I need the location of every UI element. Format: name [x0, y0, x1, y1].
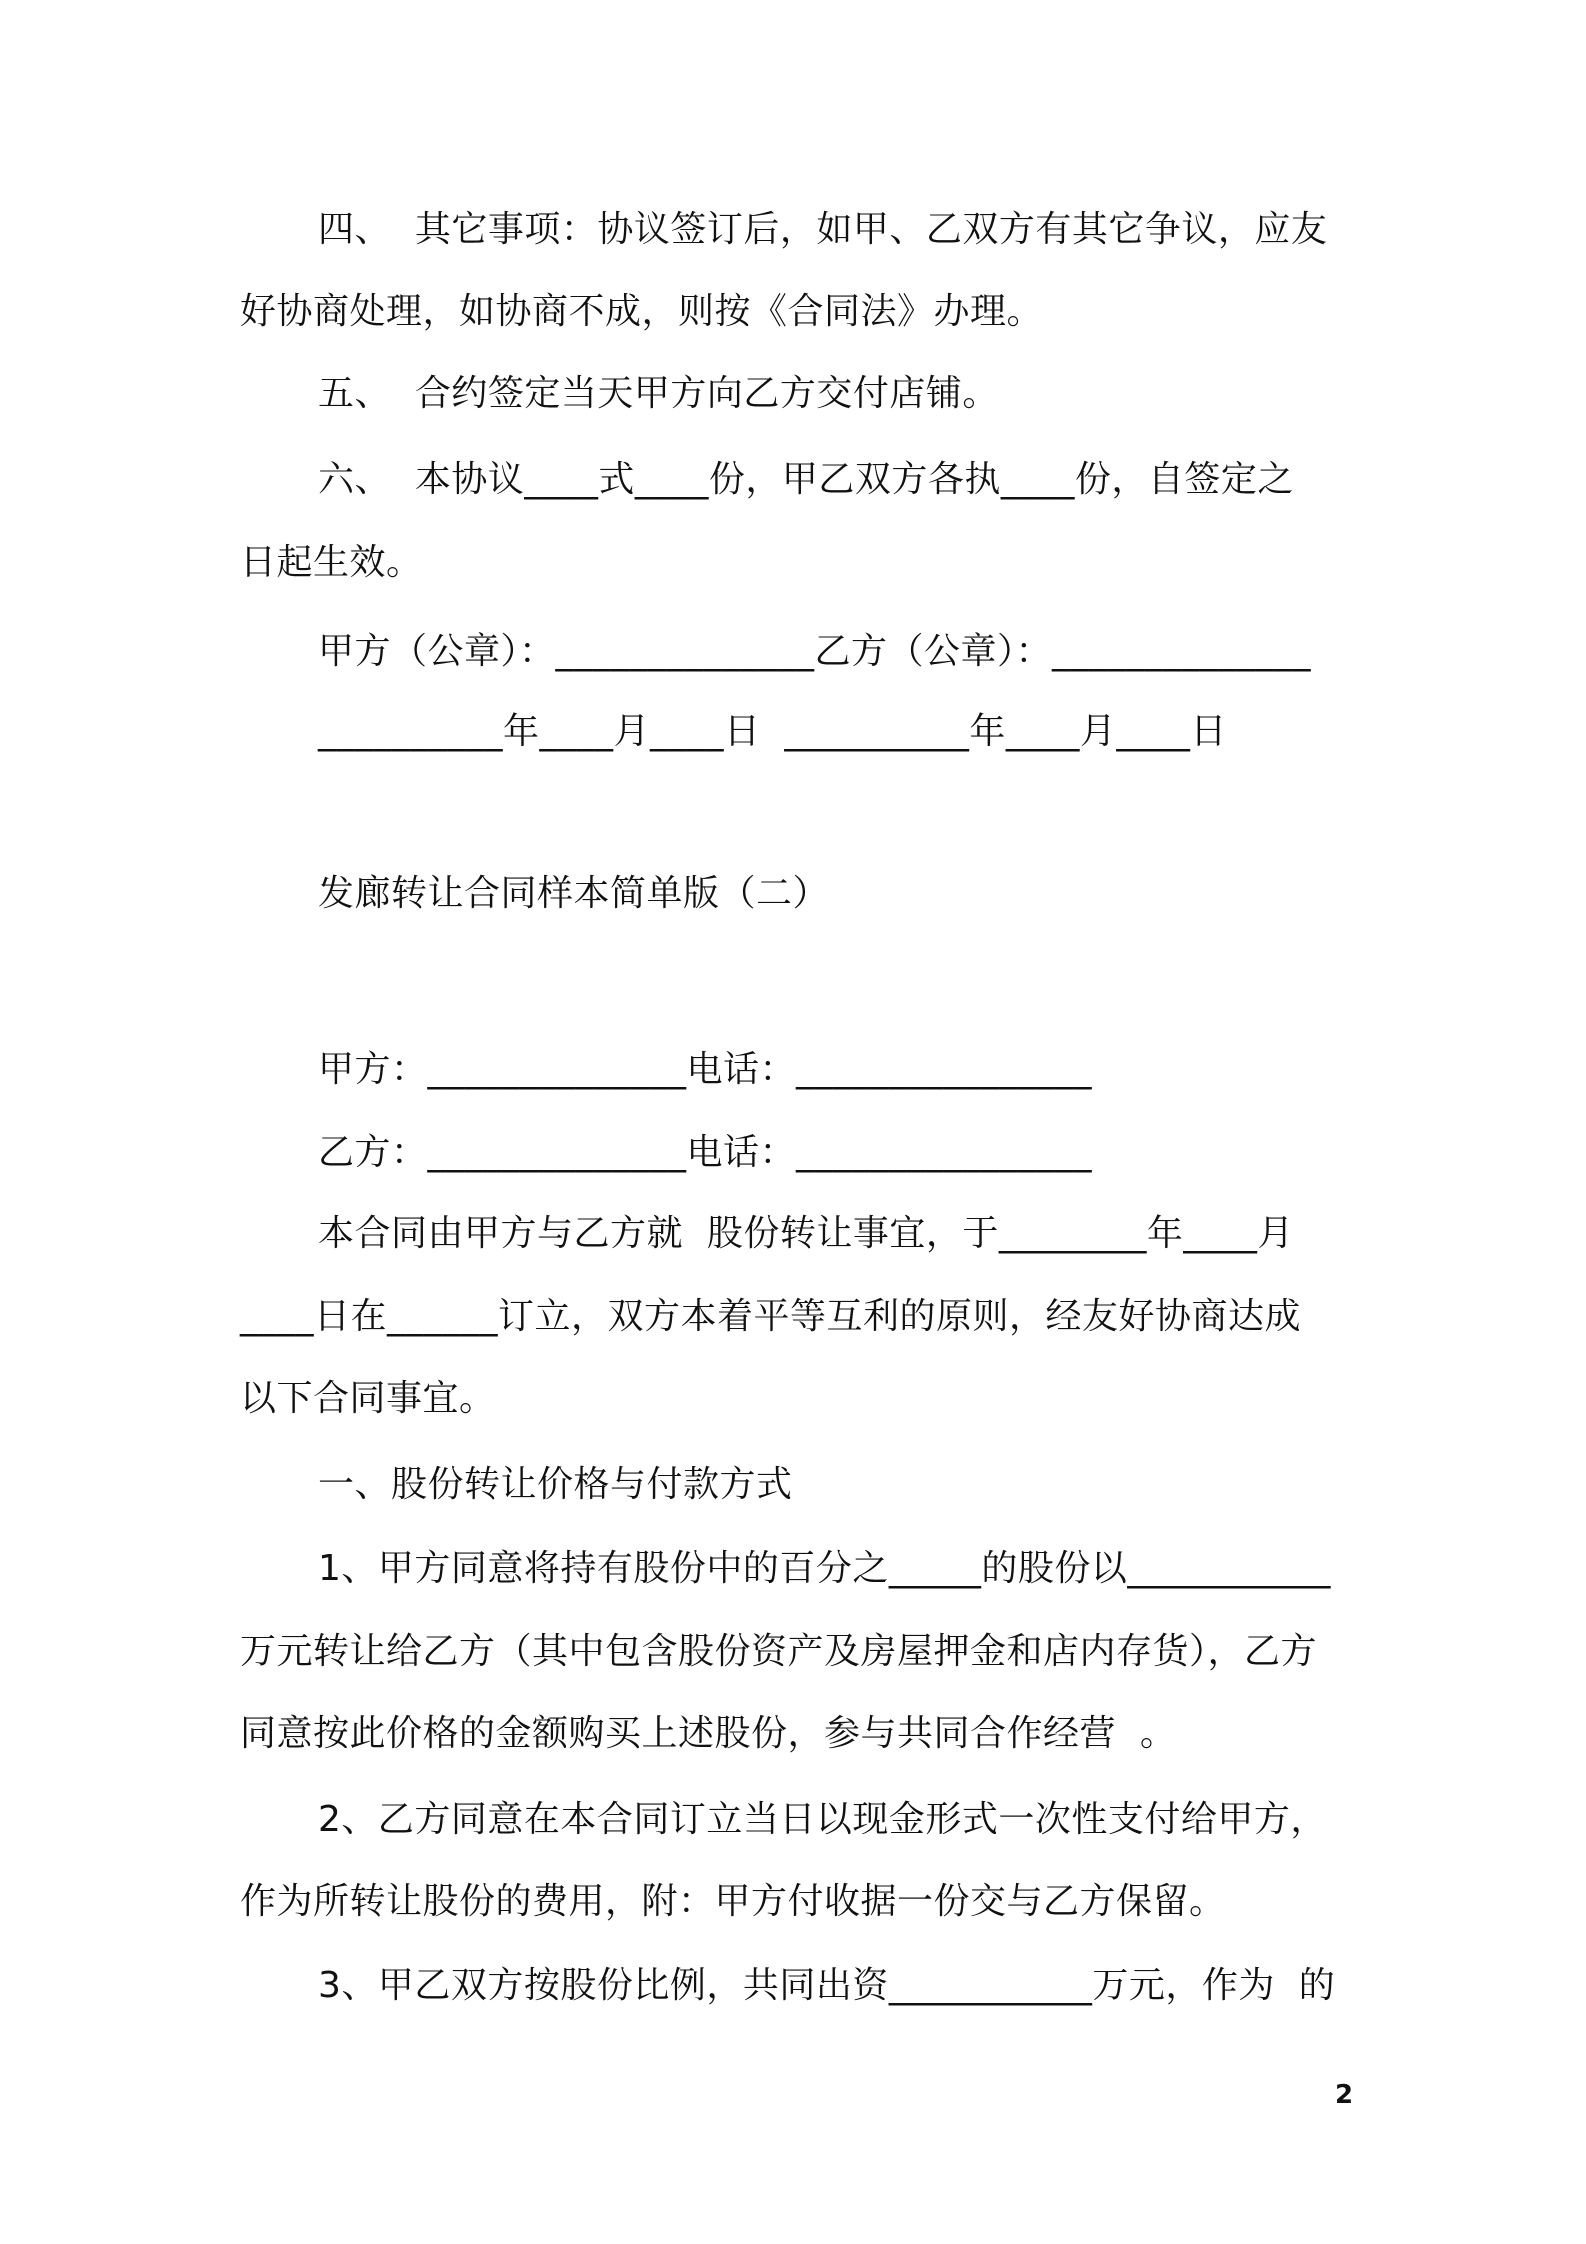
party-b-line: 乙方：______________电话：________________ — [318, 1132, 1093, 1173]
text-line: 日起生效。 — [240, 542, 423, 583]
text-line: 同意按此价格的金额购买上述股份，参与共同合作经营 。 — [240, 1713, 1177, 1754]
text-line: 六、 本协议____式____份，甲乙双方各执____份，自签定之 — [318, 459, 1294, 500]
text-line: 好协商处理，如协商不成，则按《合同法》办理。 — [240, 291, 1044, 332]
text-line: ____日在______订立，双方本着平等互利的原则，经友好协商达成 — [240, 1296, 1302, 1337]
section-title: 发廊转让合同样本简单版（二） — [318, 873, 830, 914]
text-line: 3、甲乙双方按股份比例，共同出资___________万元，作为 的 — [318, 1965, 1336, 2006]
page-number: 2 — [1335, 2080, 1354, 2110]
party-a-line: 甲方：______________电话：________________ — [318, 1049, 1093, 1090]
text-line: 作为所转让股份的费用，附：甲方付收据一份交与乙方保留。 — [240, 1881, 1226, 1922]
text-line: 万元转让给乙方（其中包含股份资产及房屋押金和店内存货），乙方 — [240, 1631, 1318, 1672]
clause-heading: 一、股份转让价格与付款方式 — [318, 1464, 793, 1505]
text-line: 本合同由甲方与乙方就 股份转让事宜，于________年____月 — [318, 1213, 1294, 1254]
text-line: 以下合同事宜。 — [240, 1378, 496, 1419]
text-line: 五、 合约签定当天甲方向乙方交付店铺。 — [318, 373, 999, 414]
date-line: __________年____月____日 __________年____月____日 — [318, 711, 1227, 752]
text-line: 2、乙方同意在本合同订立当日以现金形式一次性支付给甲方， — [318, 1799, 1327, 1840]
text-line: 1、甲方同意将持有股份中的百分之_____的股份以___________ — [318, 1548, 1331, 1589]
text-line: 四、 其它事项：协议签订后，如甲、乙双方有其它争议，应友 — [318, 209, 1328, 250]
signature-line: 甲方（公章）：______________乙方（公章）：______________ — [318, 631, 1312, 672]
